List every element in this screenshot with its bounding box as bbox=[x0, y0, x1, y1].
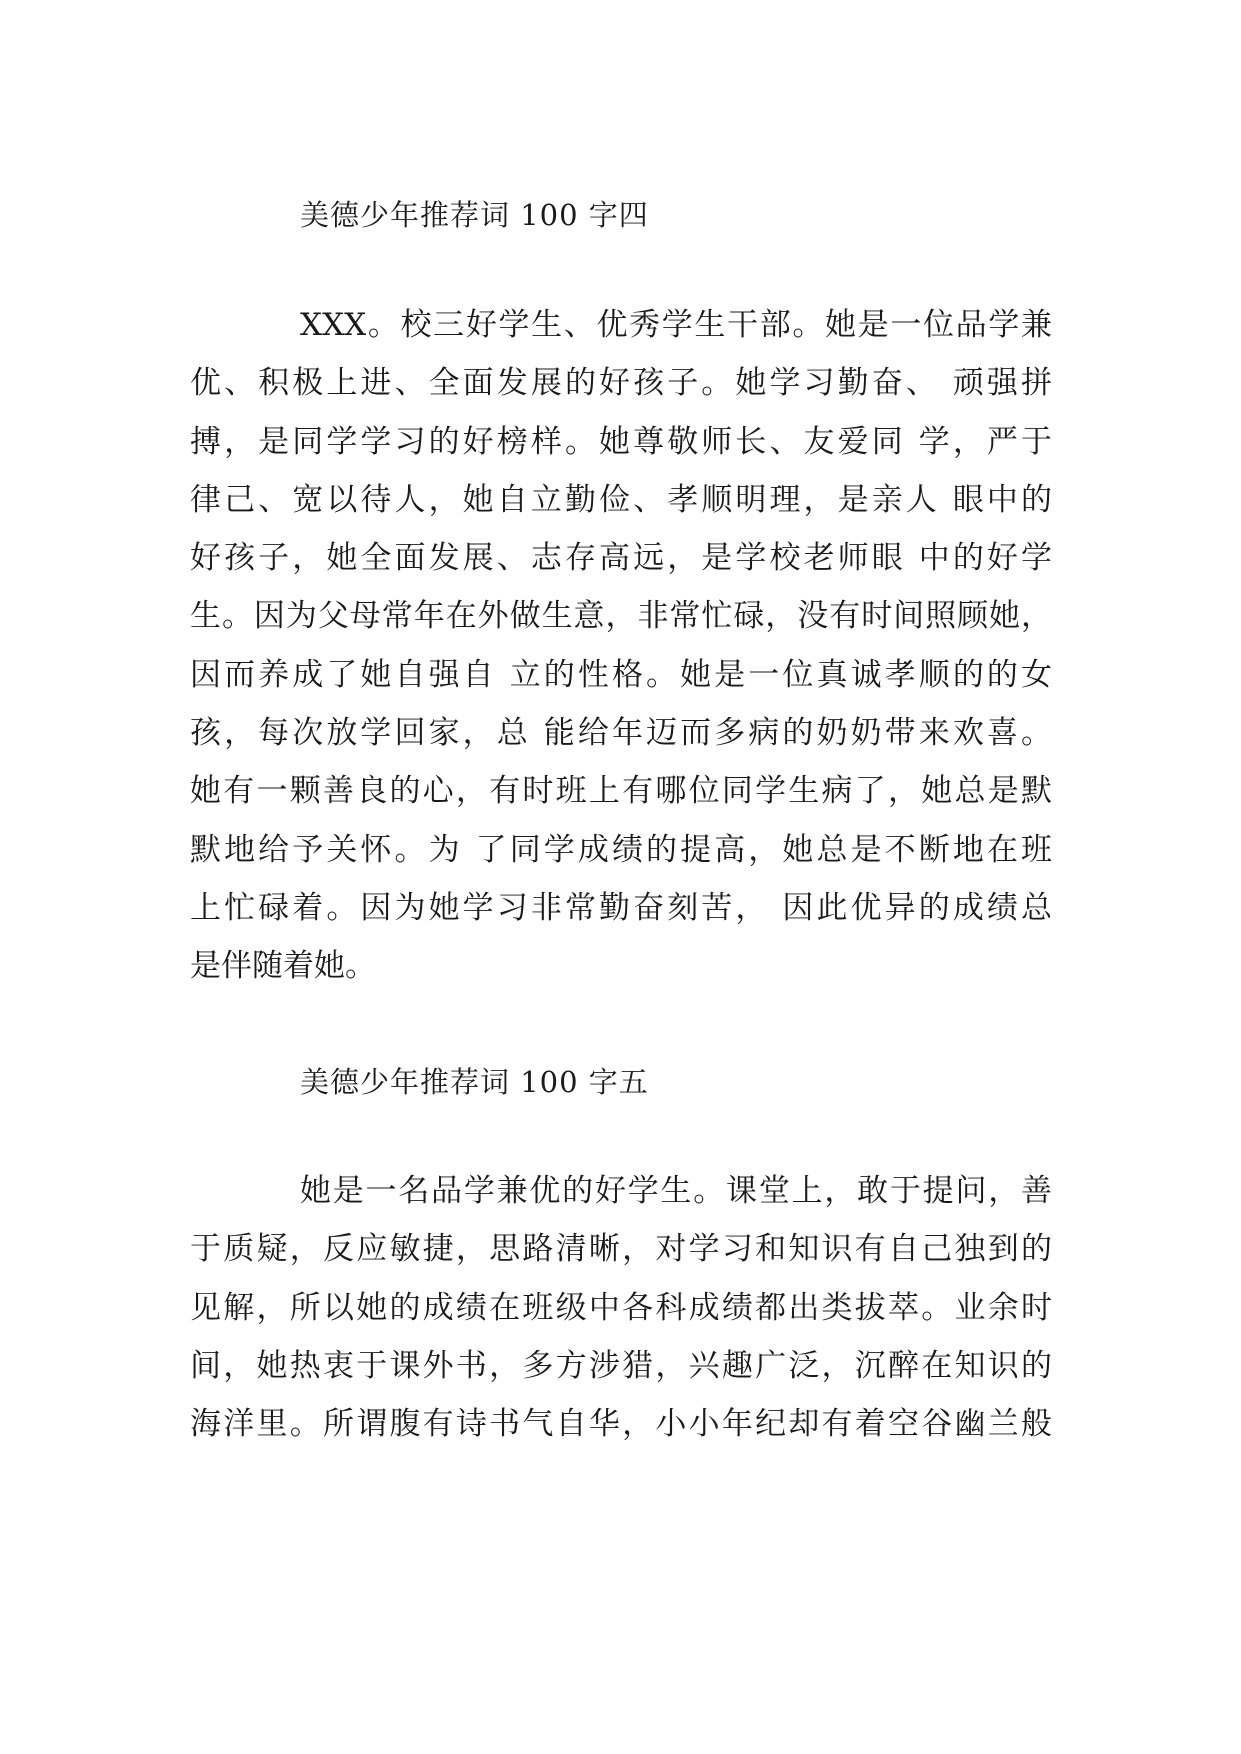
section-heading-5: 美德少年推荐词 100 字五 bbox=[300, 1065, 649, 1099]
paragraph-line: 搏，是同学学习的好榜样。她尊敬师长、友爱同 学，严于 bbox=[190, 423, 1052, 460]
paragraph-line: 海洋里。所谓腹有诗书气自华，小小年纪却有着空谷幽兰般 bbox=[190, 1406, 1052, 1443]
paragraph-line: 间，她热衷于课外书，多方涉猎，兴趣广泛，沉醉在知识的 bbox=[190, 1347, 1052, 1384]
paragraph-line: 孩，每次放学回家，总 能给年迈而多病的奶奶带来欢喜。 bbox=[190, 715, 1052, 752]
paragraph-line: 优、积极上进、全面发展的好孩子。她学习勤奋、 顽强拼 bbox=[190, 365, 1052, 402]
paragraph-line: 她是一名品学兼优的好学生。课堂上，敢于提问，善 bbox=[300, 1173, 1052, 1209]
paragraph-line: 是伴随着她。 bbox=[190, 948, 376, 985]
paragraph-line: 于质疑，反应敏捷，思路清晰，对学习和知识有自己独到的 bbox=[190, 1231, 1052, 1268]
section-heading-4: 美德少年推荐词 100 字四 bbox=[300, 198, 649, 232]
paragraph-line: XXX。校三好学生、优秀学生干部。她是一位品学兼 bbox=[300, 307, 1052, 343]
paragraph-line: 她有一颗善良的心，有时班上有哪位同学生病了，她总是默 bbox=[190, 773, 1052, 810]
paragraph-line: 因而养成了她自强自 立的性格。她是一位真诚孝顺的的女 bbox=[190, 656, 1052, 693]
paragraph-line: 律己、宽以待人，她自立勤俭、孝顺明理，是亲人 眼中的 bbox=[190, 481, 1052, 518]
paragraph-line: 默地给予关怀。为 了同学成绩的提高，她总是不断地在班 bbox=[190, 831, 1052, 868]
paragraph-line: 见解，所以她的成绩在班级中各科成绩都出类拔萃。业余时 bbox=[190, 1289, 1052, 1326]
paragraph-line: 上忙碌着。因为她学习非常勤奋刻苦， 因此优异的成绩总 bbox=[190, 889, 1052, 926]
paragraph-line: 生。因为父母常年在外做生意，非常忙碌，没有时间照顾她， bbox=[190, 598, 1052, 635]
section-body-5 bbox=[190, 1171, 1052, 1462]
paragraph-line: 好孩子，她全面发展、志存高远，是学校老师眼 中的好学 bbox=[190, 540, 1052, 577]
section-body-4 bbox=[190, 305, 1052, 1005]
